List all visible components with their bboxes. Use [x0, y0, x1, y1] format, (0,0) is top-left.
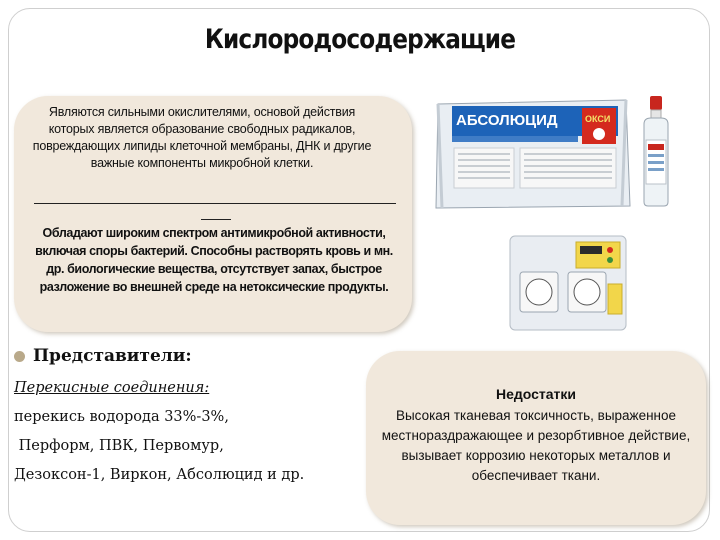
info-paragraph: Являются сильными окислителями, основой действия которых является образование свободных радикалов, повреждающих липиды клеточной мембраны, ДНК и другие важные компоненты микробной клетки.	[32, 105, 372, 170]
representatives-line: Перформ, ПВК, Первомур,	[14, 438, 224, 454]
representatives-title: Представители:	[33, 346, 192, 366]
bottle-image	[638, 94, 674, 208]
representatives-line: перекись водорода 33%-3%,	[14, 409, 229, 425]
info-bold-paragraph: Обладают широким спектром антимикробной активности, включая споры бактерий. Способны растворять кровь и мн. др. биологические вещества, отсутствует запах, быстрое разложение во внешней среде на нетоксические продукты.	[35, 226, 393, 294]
divider-line	[34, 203, 396, 204]
absolucid-packet-image	[432, 96, 632, 212]
representatives-header	[14, 346, 192, 366]
representatives-line: Дезоксон-1, Виркон, Абсолюцид и др.	[14, 467, 305, 483]
bullet-icon	[14, 351, 25, 362]
dispenser-device-image	[506, 234, 630, 332]
representatives-list	[14, 378, 374, 494]
drawbacks-text: Высокая тканевая токсичность, выраженное местнораздражающее и резорбтивное действие, вызывает коррозию некоторых металлов и обеспечивает ткани.	[381, 408, 691, 483]
packet-tag-text: ОКСИ	[585, 114, 611, 124]
divider-short-line	[201, 219, 231, 220]
packet-brand-text: АБСОЛЮЦИД	[456, 112, 558, 129]
drawbacks-title: Недостатки	[495, 386, 577, 402]
slide-title: Кислородосодержащие	[204, 24, 516, 55]
representatives-subtitle: Перекисные соединения:	[14, 380, 210, 396]
